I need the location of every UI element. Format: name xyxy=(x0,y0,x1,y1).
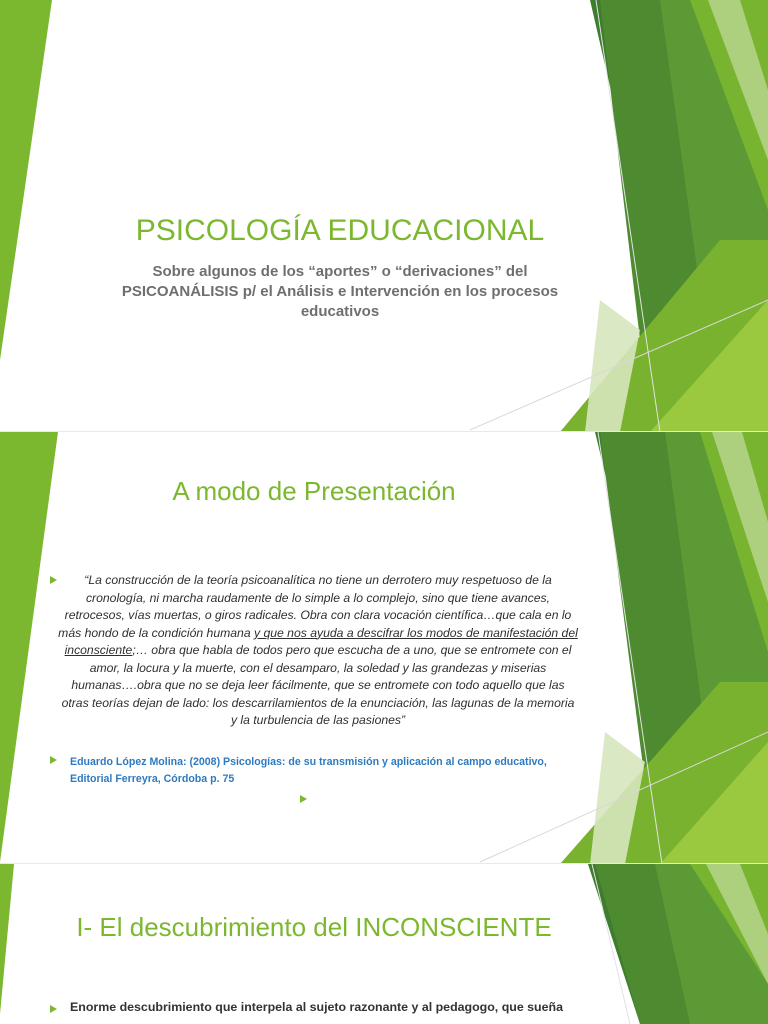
quote-part-1: “La construcción de la teoría psicoanalítica no tiene un derrotero muy respetuoso de la cronología, ni marcha raudamente de lo simple a lo complejo, sino que tiene avances, retrocesos, vías muertas, o giros radicales. Obra con clara vocación científica…que cala en lo más hondo de la condición humana xyxy=(58,573,572,640)
bullet-marker-icon xyxy=(50,576,57,584)
bullet-marker-icon xyxy=(50,1005,57,1013)
bullet-marker-icon xyxy=(50,756,57,764)
quote-text xyxy=(58,572,578,730)
bullet-text: Enorme descubrimiento que interpela al sujeto razonante y al pedagogo, que sueña xyxy=(70,1000,563,1014)
section-title-presentacion: A modo de Presentación xyxy=(172,476,456,506)
slide-inconsciente xyxy=(0,864,768,1024)
section-title-inconsciente: I- El descubrimiento del INCONSCIENTE xyxy=(76,912,552,942)
presentation-title: PSICOLOGÍA EDUCACIONAL xyxy=(135,214,545,247)
slide-presentation xyxy=(0,432,768,864)
citation-reference: Eduardo López Molina: (2008) Psicologías: de su transmisión y aplicación al campo educativo, Editorial Ferreyra, Córdoba p. 75 xyxy=(70,756,547,785)
presentation-subtitle: Sobre algunos de los “aportes” o “derivaciones” del PSICOANÁLISIS p/ el Análisis e Intervención en los procesos educativos xyxy=(121,263,559,320)
slide-title xyxy=(0,0,768,432)
quote-part-2: ;… obra que habla de todos pero que escucha de a uno, que se entromete con el amor, la locura y la muerte, con el desamparo, la soledad y las grandezas y miserias humanas….obra que no se deja leer fácilmente, que se entromete con todo aquello que las otras teorías dejan de lado: los descarrilamientos de la enunciación, las lagunas de la memoria y la turbulencia de las pasiones” xyxy=(61,643,575,727)
quote-underlined: y que nos ayuda a descifrar los modos de manifestación del inconsciente xyxy=(64,625,578,657)
empty-bullet-icon xyxy=(300,795,307,803)
quote-block xyxy=(58,572,578,730)
